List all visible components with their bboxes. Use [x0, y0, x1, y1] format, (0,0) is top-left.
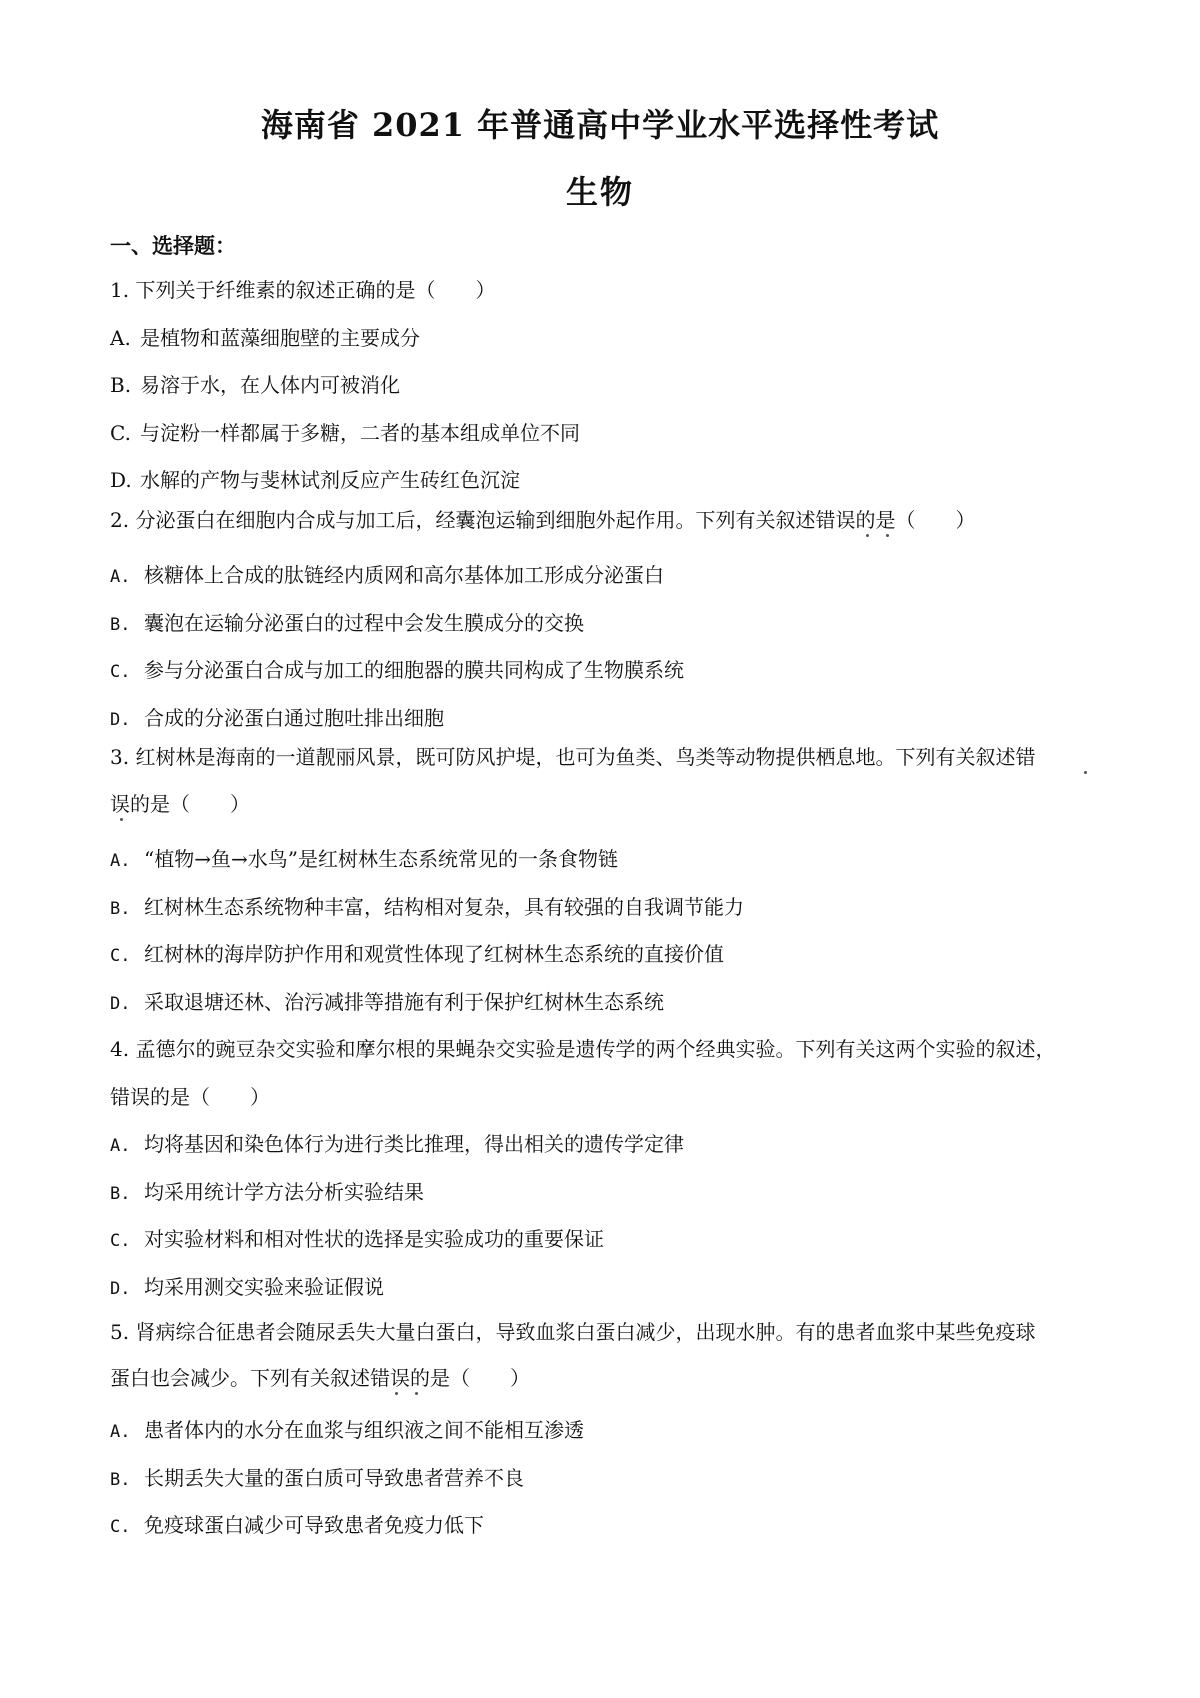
question-4-stem-line-1: 4. 孟德尔的豌豆杂交实验和摩尔根的果蝇杂交实验是遗传学的两个经典实验。下列有关这两个实验的叙述，: [110, 1037, 1056, 1061]
question-3-stem-line-1: 3. 红树林是海南的一道靓丽风景，既可防风护堤，也可为鱼类、鸟类等动物提供栖息地。下列有关叙述错: [110, 745, 1036, 769]
option-text: 囊泡在运输分泌蛋白的过程中会发生膜成分的交换: [144, 611, 584, 635]
question-4-option-d: [110, 1273, 384, 1303]
option-text: 是植物和蓝藻细胞壁的主要成分: [140, 326, 420, 350]
option-text: 红树林生态系统物种丰富，结构相对复杂，具有较强的自我调节能力: [144, 895, 744, 919]
exam-subject: 生物: [565, 173, 634, 211]
question-1-option-b: [110, 371, 400, 399]
question-5-stem-line-2: 蛋白也会减少。下列有关叙述错误的是（ ）: [110, 1366, 530, 1390]
option-text: 均采用统计学方法分析实验结果: [144, 1180, 424, 1204]
question-5-option-a: [110, 1416, 584, 1446]
option-text: 长期丢失大量的蛋白质可导致患者营养不良: [144, 1466, 524, 1490]
question-4-option-b: [110, 1178, 424, 1208]
question-1-stem: 1. 下列关于纤维素的叙述正确的是（ ）: [110, 278, 496, 302]
question-4-stem-line-2: 错误的是（ ）: [110, 1085, 270, 1109]
emphasis-dot: [415, 1392, 418, 1395]
option-text: 核糖体上合成的肽链经内质网和高尔基体加工形成分泌蛋白: [144, 563, 664, 587]
question-4-option-a: [110, 1130, 684, 1160]
option-text: 合成的分泌蛋白通过胞吐排出细胞: [144, 706, 444, 730]
option-text: 均将基因和染色体行为进行类比推理，得出相关的遗传学定律: [144, 1132, 684, 1156]
emphasis-dot: [120, 818, 123, 821]
question-3-option-c: [110, 940, 724, 970]
question-2-option-b: [110, 609, 584, 639]
option-text: 对实验材料和相对性状的选择是实验成功的重要保证: [144, 1227, 604, 1251]
option-letter: C.: [110, 662, 131, 682]
option-text: 与淀粉一样都属于多糖，二者的基本组成单位不同: [140, 421, 580, 445]
option-letter: D.: [110, 710, 131, 730]
option-text: 红树林的海岸防护作用和观赏性体现了红树林生态系统的直接价值: [144, 942, 724, 966]
option-letter: D.: [110, 994, 131, 1014]
section-heading: 一、选择题：: [110, 233, 236, 258]
option-text: 均采用测交实验来验证假说: [144, 1275, 384, 1299]
question-3-option-a: [110, 845, 618, 875]
question-2-option-c: [110, 656, 684, 686]
option-letter: C.: [110, 946, 131, 966]
emphasis-dot: [866, 534, 869, 537]
option-text: 免疫球蛋白减少可导致患者免疫力低下: [144, 1513, 484, 1537]
option-letter: C.: [110, 1231, 131, 1251]
emphasis-dot: [886, 534, 889, 537]
option-text: 参与分泌蛋白合成与加工的细胞器的膜共同构成了生物膜系统: [144, 658, 684, 682]
question-5-stem-line-1: 5. 肾病综合征患者会随尿丢失大量白蛋白，导致血浆白蛋白减少，出现水肿。有的患者血浆中某些免疫球: [110, 1320, 1036, 1344]
question-2-option-a: [110, 561, 664, 591]
question-4-option-c: [110, 1225, 604, 1255]
question-1-option-c: [110, 419, 580, 447]
question-5-option-b: [110, 1464, 524, 1494]
option-text: 水解的产物与斐林试剂反应产生砖红色沉淀: [140, 468, 520, 492]
option-letter: C.: [110, 421, 131, 445]
option-letter: B.: [110, 373, 132, 397]
option-letter: D.: [110, 1279, 131, 1299]
option-text: 患者体内的水分在血浆与组织液之间不能相互渗透: [144, 1418, 584, 1442]
question-1-option-d: [110, 466, 520, 494]
question-3-stem-line-2: 误的是（ ）: [110, 792, 250, 816]
option-letter: D.: [110, 468, 132, 492]
option-letter: A.: [110, 326, 131, 350]
option-letter: C.: [110, 1517, 131, 1537]
question-2-stem: 2. 分泌蛋白在细胞内合成与加工后，经囊泡运输到细胞外起作用。下列有关叙述错误的是（ ）: [110, 508, 976, 532]
exam-title: 海南省 2021 年普通高中学业水平选择性考试: [260, 106, 940, 144]
option-text: 易溶于水，在人体内可被消化: [140, 373, 400, 397]
question-3-option-d: [110, 988, 664, 1018]
option-letter: A.: [110, 851, 131, 871]
question-5-option-c: [110, 1511, 484, 1541]
option-letter: B.: [110, 615, 131, 635]
question-1-option-a: [110, 324, 420, 352]
option-text: 采取退塘还林、治污减排等措施有利于保护红树林生态系统: [144, 990, 664, 1014]
emphasis-dot: [395, 1392, 398, 1395]
option-letter: A.: [110, 567, 131, 587]
option-letter: B.: [110, 1470, 131, 1490]
option-text: “植物→鱼→水鸟”是红树林生态系统常见的一条食物链: [144, 847, 618, 871]
emphasis-dot: [1084, 771, 1087, 774]
option-letter: A.: [110, 1136, 131, 1156]
question-2-option-d: [110, 704, 444, 734]
question-3-option-b: [110, 893, 744, 923]
option-letter: B.: [110, 1184, 131, 1204]
option-letter: A.: [110, 1422, 131, 1442]
option-letter: B.: [110, 899, 131, 919]
